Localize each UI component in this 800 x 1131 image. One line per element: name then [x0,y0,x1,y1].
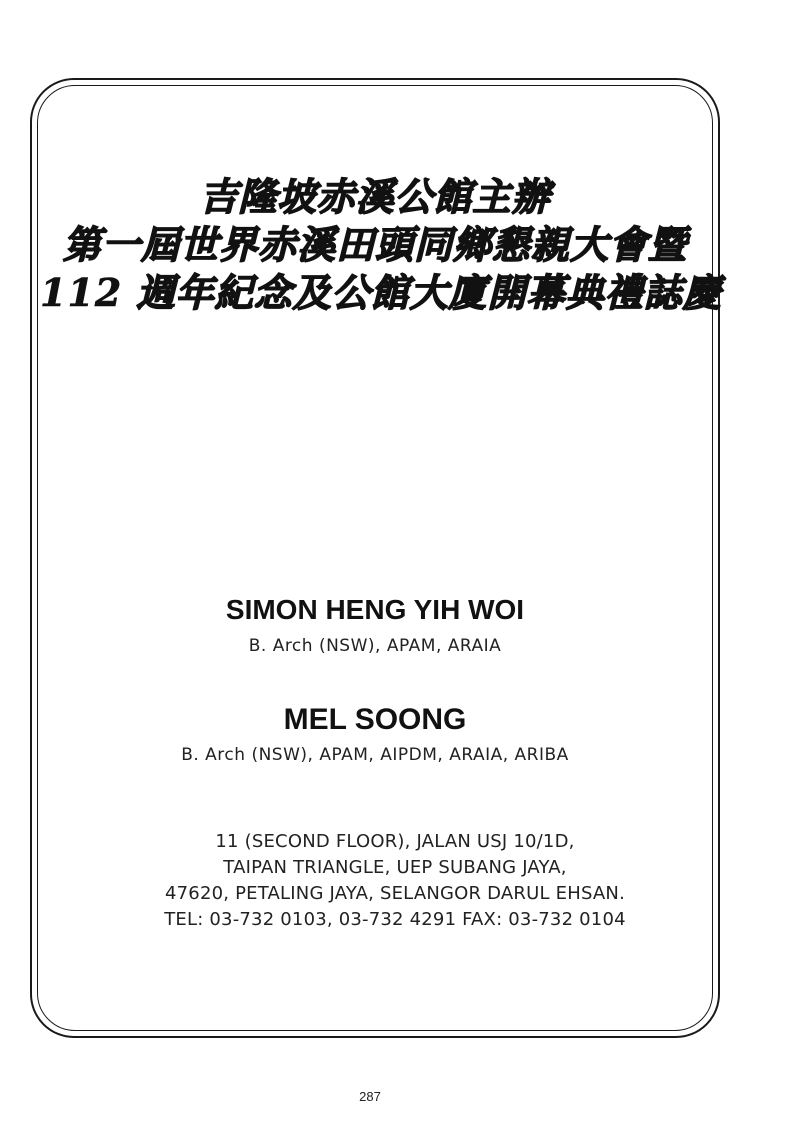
address-block [0,829,790,933]
person-name-1: SIMON HENG YIH WOI [225,594,525,625]
person-qualifications-1: B. Arch (NSW), APAM, ARAIA [248,636,502,656]
headline-line-3 [40,262,722,317]
person-qualifications-2: B. Arch (NSW), APAM, AIPDM, ARAIA, ARIBA [181,745,569,765]
person-name-2: MEL SOONG [283,703,467,736]
headline-line-3-text: 週年紀念及公館大廈開幕典禮誌慶 [136,271,722,315]
page-number: 287 [359,1089,381,1104]
headline-line-2: 第一屆世界赤溪田頭同鄉懇親大會暨 [62,223,687,267]
headline-line-1: 吉隆坡赤溪公館主辦 [199,175,551,219]
headline-anniversary-number: 112 [40,270,123,315]
address-line-3: 47620, PETALING JAYA, SELANGOR DARUL EHSAN. [165,883,625,904]
address-line-2: TAIPAN TRIANGLE, UEP SUBANG JAYA, [223,857,567,878]
address-line-1: 11 (SECOND FLOOR), JALAN USJ 10/1D, [215,831,575,852]
contact-line: TEL: 03-732 0103, 03-732 4291 FAX: 03-732 0104 [164,909,626,930]
